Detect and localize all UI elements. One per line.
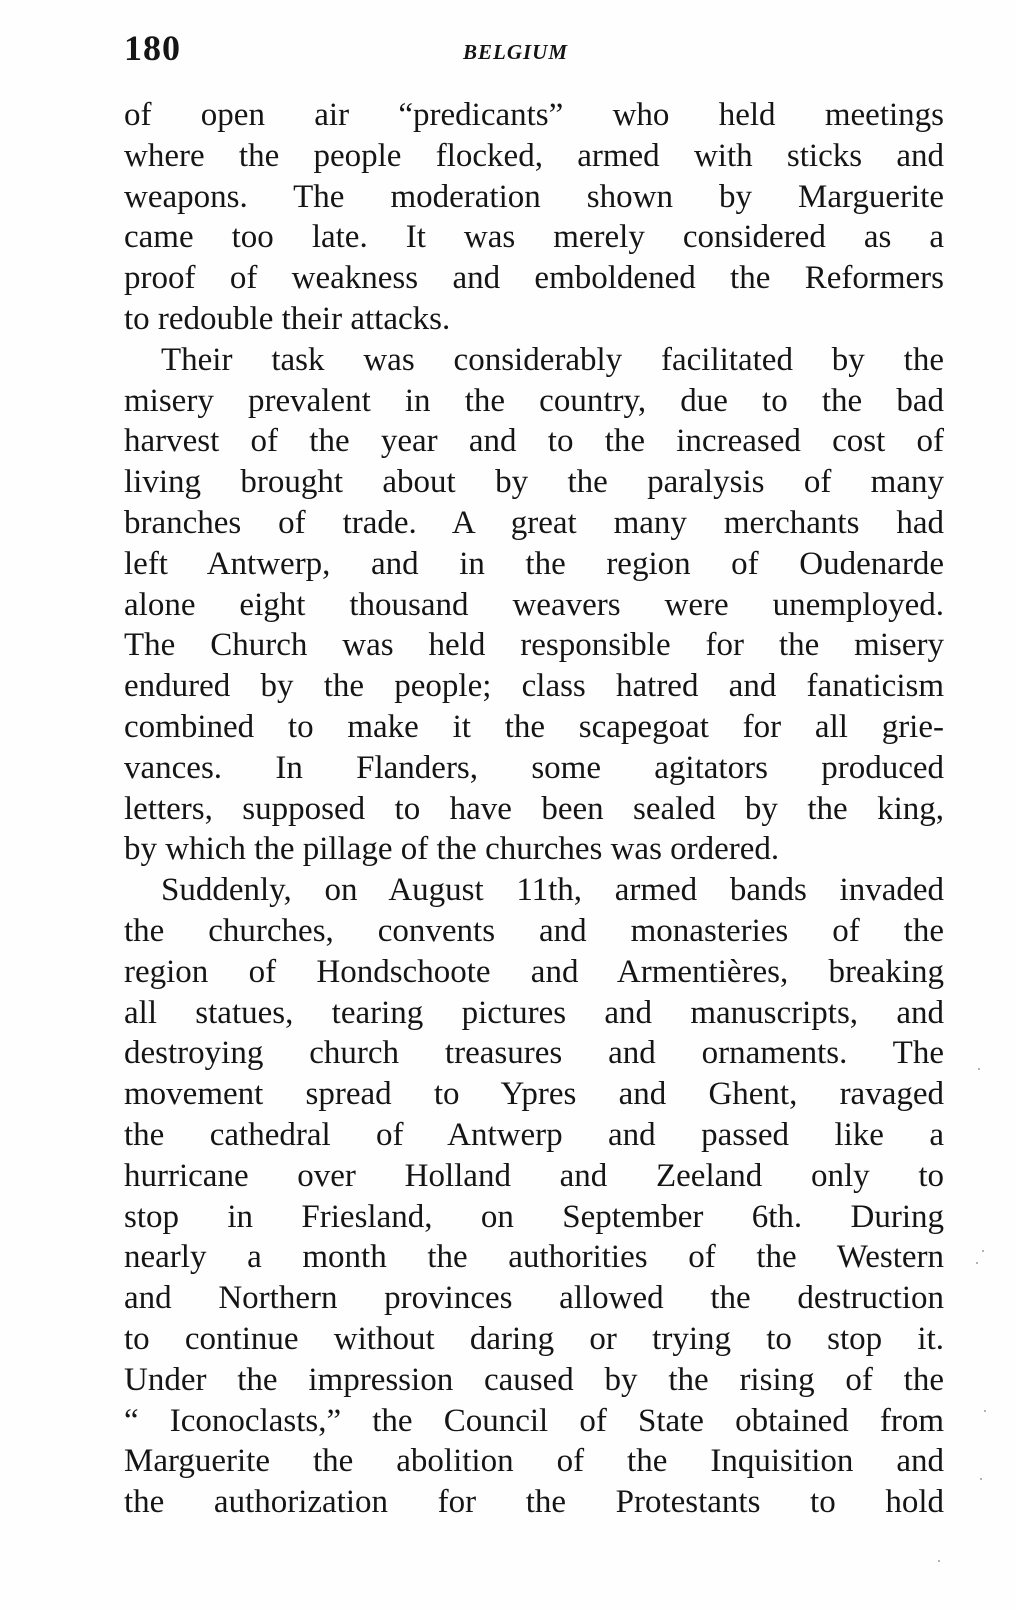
- text-line: left Antwerp, and in the region of Oudenarde: [124, 545, 944, 582]
- text-line: letters, supposed to have been sealed by the king,: [124, 790, 944, 827]
- paragraph: [124, 870, 944, 1523]
- paragraph: [124, 340, 944, 870]
- text-line: of open air “predicants” who held meetings: [124, 97, 944, 133]
- text-line: Under the impression caused by the rising of the: [124, 1361, 944, 1398]
- text-line: hurricane over Holland and Zeeland only to: [124, 1157, 944, 1194]
- text-line: destroying church treasures and ornaments. The: [124, 1035, 944, 1072]
- scan-speck: [978, 1068, 980, 1070]
- page-number: 180: [124, 28, 181, 68]
- text-line: weapons. The moderation shown by Marguerite: [124, 178, 944, 215]
- text-line: and Northern provinces allowed the destruction: [124, 1280, 944, 1317]
- text-line: harvest of the year and to the increased cost of: [124, 423, 944, 460]
- text-line: the cathedral of Antwerp and passed like a: [124, 1116, 944, 1153]
- text-line: nearly a month the authorities of the Western: [124, 1239, 944, 1276]
- body-text: [124, 95, 944, 1523]
- text-line: where the people flocked, armed with sticks and: [124, 137, 944, 174]
- scan-speck: [976, 1262, 978, 1264]
- text-line: the authorization for the Protestants to hold: [124, 1484, 944, 1521]
- text-line: endured by the people; class hatred and fanaticism: [124, 668, 944, 705]
- scan-speck: [982, 1250, 984, 1252]
- text-line: proof of weakness and emboldened the Reformers: [124, 260, 944, 297]
- text-line: stop in Friesland, on September 6th. During: [124, 1198, 944, 1235]
- scan-speck: [938, 1560, 940, 1562]
- text-line: to continue without daring or trying to stop it.: [124, 1320, 944, 1357]
- text-line: combined to make it the scapegoat for all grie-: [124, 708, 944, 745]
- text-line: Their task was considerably facilitated by the: [161, 341, 944, 378]
- text-line: Suddenly, on August 11th, armed bands invaded: [161, 872, 944, 909]
- text-line: vances. In Flanders, some agitators produced: [124, 749, 944, 786]
- text-line: branches of trade. A great many merchants had: [124, 504, 944, 541]
- text-line: movement spread to Ypres and Ghent, ravaged: [124, 1076, 944, 1113]
- paragraph: [124, 95, 944, 340]
- running-title: BELGIUM: [463, 40, 569, 64]
- text-line: the churches, convents and monasteries of the: [124, 912, 944, 949]
- text-line: to redouble their attacks.: [124, 300, 451, 337]
- text-line: all statues, tearing pictures and manuscripts, and: [124, 994, 944, 1031]
- text-line: misery prevalent in the country, due to the bad: [124, 382, 944, 419]
- scan-speck: [984, 1410, 986, 1412]
- text-line: living brought about by the paralysis of many: [124, 464, 944, 501]
- scan-speck: [980, 1478, 982, 1480]
- text-line: by which the pillage of the churches was ordered.: [124, 831, 780, 868]
- text-line: alone eight thousand weavers were unemployed.: [124, 586, 944, 623]
- text-line: came too late. It was merely considered as a: [124, 219, 944, 256]
- text-line: The Church was held responsible for the misery: [124, 627, 944, 664]
- text-line: “ Iconoclasts,” the Council of State obtained from: [124, 1402, 944, 1439]
- text-line: Marguerite the abolition of the Inquisition and: [124, 1443, 944, 1480]
- text-line: region of Hondschoote and Armentières, breaking: [124, 953, 944, 990]
